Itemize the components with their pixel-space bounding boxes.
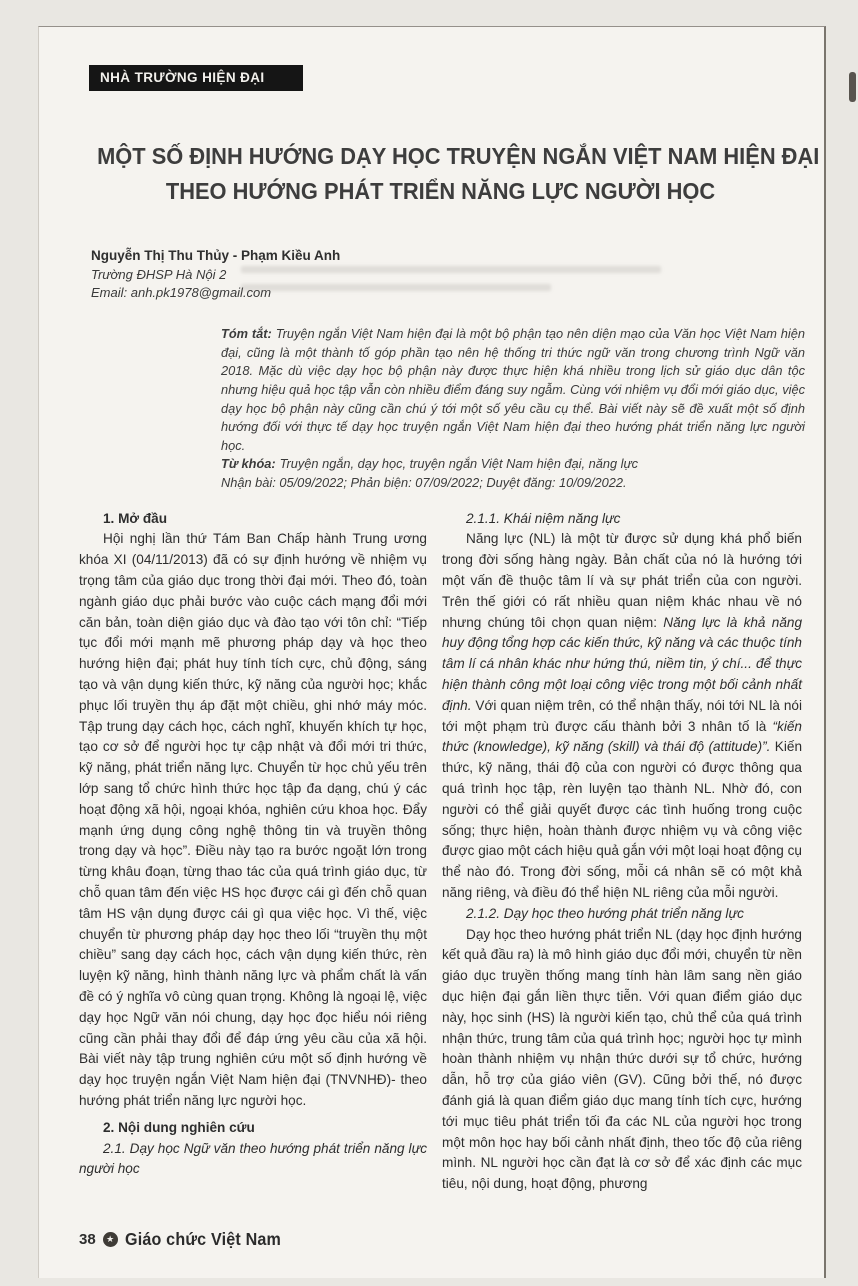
abstract-block xyxy=(221,325,805,492)
heading-intro: 1. Mở đầu xyxy=(103,510,168,526)
scanned-page xyxy=(38,26,826,1278)
keywords-line xyxy=(221,455,805,474)
abstract-label: Tóm tắt: xyxy=(221,326,272,342)
keywords-label: Từ khóa: xyxy=(221,456,276,472)
abstract-text: Truyện ngắn Việt Nam hiện đại là một bộ phận tạo nên diện mạo của Văn học Việt Nam hiện đại, cũng là một thành tố góp phần tạo nên hệ thống tri thức ngữ văn trong chương trình Ngữ văn 2018. Mặc dù việc dạy học bộ phận này được thực hiện khá nhiều trong lịch sử giáo dục dân tộc nhưng hiệu quả học tập vẫn còn nhiều điểm đáng suy ngẫm. Cùng với nhiệm vụ đổi mới giáo dục, việc dạy học bộ phận này cũng cần chú ý tới một số yêu cầu cụ thể. Bài viết này sẽ đề xuất một số định hướng đối với thực tế dạy học truyện ngắn Việt Nam hiện đại theo hướng phát triển năng lực người học. xyxy=(221,326,805,453)
article-title xyxy=(79,139,820,208)
competency-teaching-paragraph: Dạy học theo hướng phát triển NL (dạy học định hướng kết quả đầu ra) là mô hình giáo dục đổi mới, chuyển từ nền giáo dục truyền thống mang tính hàn lâm sang nền giáo dục hiện đại gắn liền thực tiễn. Với quan điểm giáo dục này, học sinh (HS) là người kiến tạo, chủ thể của quá trình nhận thức, trung tâm của quá trình học; người học tự mình hoàn thành nhiệm vụ nhận thức dưới sự tổ chức, hướng dẫn, hỗ trợ của giáo viên (GV). Cũng bởi thế, nó được đánh giá là quan điểm giáo dục mang tính tích cực, hướng tới mục tiêu phát triển tối đa các NL của người học trong một môn học hay bối cảnh nhất định, theo tốc độ của riêng mình. NL người học cần đạt là cơ sở để xác định các mục tiêu, nội dung, hoạt động, phương xyxy=(442,926,802,1192)
intro-paragraph: Hội nghị lần thứ Tám Ban Chấp hành Trung ương khóa XI (04/11/2013) đã có sự định hướng về nhiệm vụ trọng tâm của giáo dục trong thời đại mới. Theo đó, toàn ngành giáo dục phải bước vào cuộc cách mạng đổi mới căn bản, toàn diện giáo dục và đào tạo với tôn chỉ: “Tiếp tục đổi mới mạnh mẽ phương pháp dạy và học theo hướng hiện đại; phát huy tính tích cực, chủ động, sáng tạo và vận dụng kiến thức, kỹ năng của người học; khắc phục lối truyền thụ áp đặt một chiều, ghi nhớ máy móc. Tập trung dạy cách học, cách nghĩ, khuyến khích tự học, tạo cơ sở để người học tự cập nhật và đổi mới tri thức, kỹ năng, phát triển năng lực. Chuyển từ học chủ yếu trên lớp sang tổ chức hình thức học tập đa dạng, chú ý các hoạt động xã hội, ngoại khóa, nghiên cứu khoa học. Đẩy mạnh ứng dụng công nghệ thông tin và truyền thông trong dạy và học”. Điều này tạo ra bước ngoặt lớn trong từng khâu đoạn, từng thao tác của quá trình giáo dục, từ chỗ quan tâm đến việc HS học được cái gì đến chỗ quan tâm HS vận dụng được cái gì qua việc học. Vì thế, việc chuyển từ phương pháp dạy học theo lối “truyền thụ một chiều” sang dạy cách học, cách vận dụng kiến thức, rèn luyện kỹ năng, hình thành năng lực và phẩm chất là vấn đề có ý nghĩa vô cùng quan trọng. Không là ngoại lệ, việc dạy học Ngữ văn nói chung, dạy học đọc hiểu nói riêng cũng cần phải thay đổi để đáp ứng yêu cầu của xã hội. Bài viết này tập trung nghiên cứu một số định hướng về dạy học truyện ngắn Việt Nam hiện đại (TNVNHĐ)- theo hướng phát triển năng lực người học. xyxy=(79,531,427,1108)
heading-2-1-1: 2.1.1. Khái niệm năng lực xyxy=(466,510,621,526)
right-column xyxy=(442,509,802,1195)
paragraph-text: Năng lực (NL) là một từ được sử dụng khá phổ biến trong đời sống hàng ngày. Bản chất của nó là hướng tới một vấn đề thuộc tâm lí và sự phát triển của con người. Trên thế giới có rất nhiều quan niệm khác nhau về nó nhưng chúng tôi chọn quan niệm: xyxy=(442,531,802,630)
competency-paragraph xyxy=(442,529,802,903)
author-affiliation: Trường ĐHSP Hà Nội 2 xyxy=(91,266,227,282)
heading-2-1: 2.1. Dạy học Ngữ văn theo hướng phát triển năng lực người học xyxy=(79,1140,427,1177)
star-glyph: ★ xyxy=(106,1234,115,1244)
author-names: Nguyễn Thị Thu Thủy - Phạm Kiều Anh xyxy=(91,248,341,263)
section-banner-label: NHÀ TRƯỜNG HIỆN ĐẠI xyxy=(100,70,265,85)
abstract-paragraph xyxy=(221,325,805,455)
heading-2-1-2: 2.1.2. Dạy học theo hướng phát triển năng lực xyxy=(466,905,744,921)
section-banner xyxy=(89,65,303,91)
star-badge-icon xyxy=(103,1232,118,1247)
article-body xyxy=(79,509,802,1195)
page-footer xyxy=(79,1229,294,1250)
dates-line: Nhận bài: 05/09/2022; Phản biện: 07/09/2022; Duyệt đăng: 10/09/2022. xyxy=(221,475,627,490)
page-number: 38 xyxy=(79,1231,96,1248)
left-column xyxy=(79,509,427,1195)
paragraph-text: Kiến thức, kỹ năng, thái độ của con người có được thông qua quá trình học tập, rèn luyện tạo thành NL. Nhờ đó, con người có thể giải quyết được các tình huống trong cuộc sống; thực hiện, hoàn thành được nhiệm vụ và công việc được giao một cách hiệu quả gắn với một loại hoạt động cụ thể nào đó. Trong đời sống, mỗi cá nhân sẽ có một khả năng riêng, và điều đó thể hiện NL riêng của mỗi người. xyxy=(442,739,802,900)
article-title-line1: MỘT SỐ ĐỊNH HƯỚNG DẠY HỌC TRUYỆN NGẮN VIỆT NAM HIỆN ĐẠI xyxy=(97,143,820,169)
keywords-text: Truyện ngắn, dạy học, truyện ngắn Việt Nam hiện đại, năng lực xyxy=(279,456,638,472)
scan-edge-artifact xyxy=(849,72,856,102)
competency-definition-italic: Năng lực là khả năng huy động tổng hợp các kiến thức, kỹ năng và các thuộc tính tâm lí cá nhân khác như hứng thú, niềm tin, ý chí... để thực hiện thành công một loại công việc trong một bối cảnh nhất định. xyxy=(442,614,803,713)
paragraph-text: Với quan niệm trên, có thể nhận thấy, nói tới NL là nói tới một phạm trù được cấu thành bởi 3 nhân tố là xyxy=(442,697,802,734)
author-block xyxy=(91,246,802,303)
author-email: Email: anh.pk1978@gmail.com xyxy=(91,285,272,301)
competency-terms-italic: “kiến thức (knowledge), kỹ năng (skill) và thái độ (attitude)”. xyxy=(442,718,802,755)
heading-content: 2. Nội dung nghiên cứu xyxy=(103,1119,255,1135)
journal-name: Giáo chức Việt Nam xyxy=(124,1229,281,1249)
article-title-line2: THEO HƯỚNG PHÁT TRIỂN NĂNG LỰC NGƯỜI HỌC xyxy=(165,177,716,204)
